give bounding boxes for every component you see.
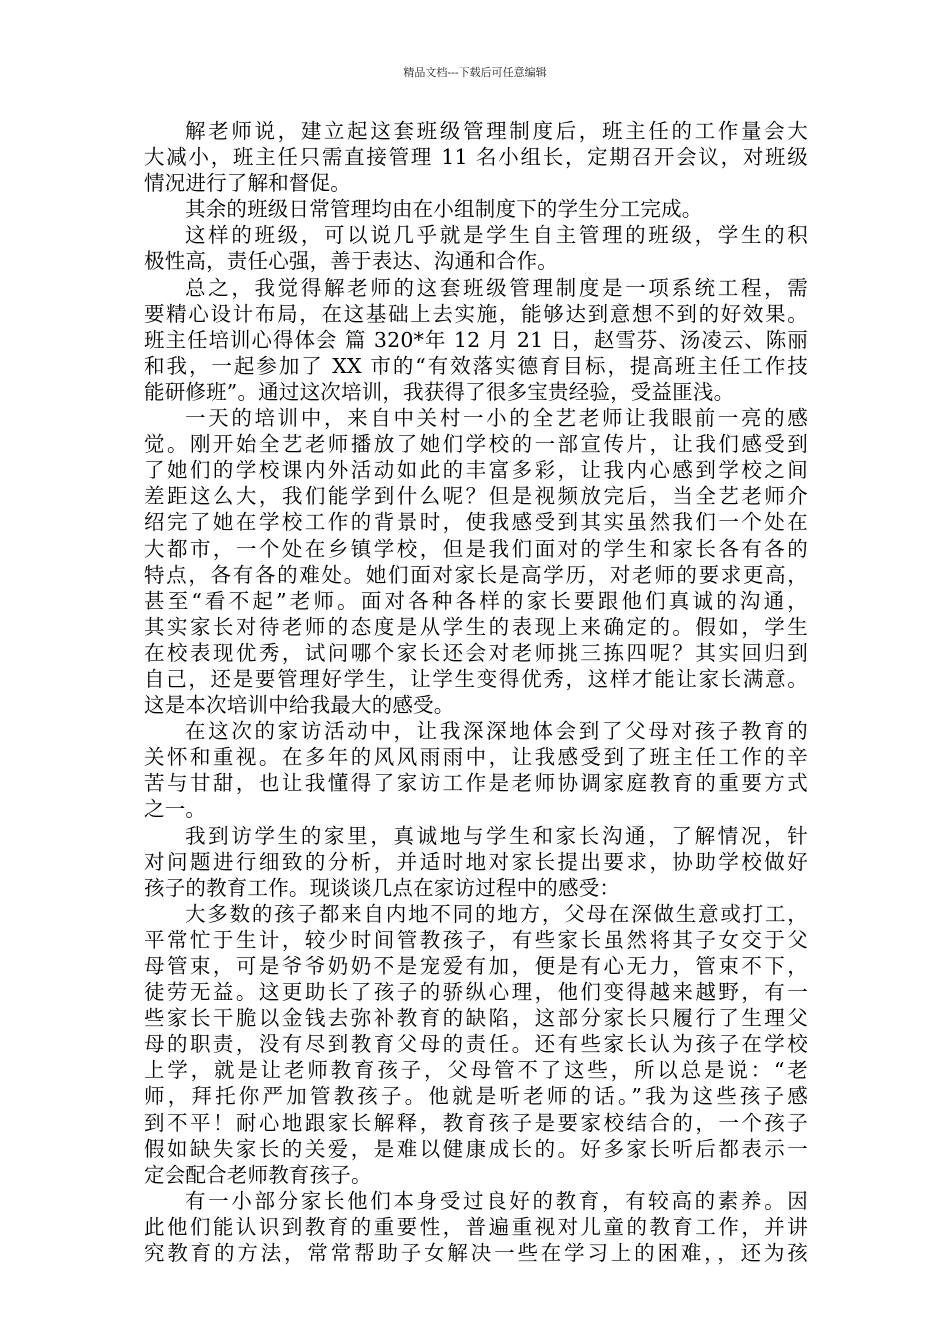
- text-line: 究教育的方法，常常帮助子女解决一些在学习上的困难，，还为孩: [144, 1241, 808, 1266]
- text-line: 之一。: [144, 797, 207, 822]
- text-line: 了她们的学校课内外活动如此的丰富多彩，让我内心感到学校之间: [144, 458, 808, 483]
- text-line: 师，拜托你严加管教孩子。他就是听老师的话。”我为这些孩子感: [144, 1084, 808, 1109]
- text-line: 些家长干脆以金钱去弥补教育的缺陷，这部分家长只履行了生理父: [144, 1006, 808, 1031]
- text-line: 自己，还是要管理好学生，让学生变得优秀，这样才能让家长满意。: [144, 666, 808, 691]
- text-line: 这是本次培训中给我最大的感受。: [144, 693, 455, 718]
- text-line: 此他们能认识到教育的重要性，普遍重视对儿童的教育工作，并讲: [144, 1214, 808, 1239]
- page-header: 精品文档---下载后可任意编辑: [403, 66, 547, 79]
- text-line: 差距这么大，我们能学到什么呢？但是视频放完后，当全艺老师介: [144, 484, 808, 509]
- document-body: [144, 118, 808, 1266]
- text-line: 有一小部分家长他们本身受过良好的教育，有较高的素养。因: [185, 1188, 808, 1213]
- text-line: 能研修班”。通过这次培训，我获得了很多宝贵经验，受益匪浅。: [144, 379, 735, 404]
- text-line: 在这次的家访活动中，让我深深地体会到了父母对孩子教育的: [185, 719, 808, 744]
- text-line: 总之，我觉得解老师的这套班级管理制度是一项系统工程，需: [185, 275, 808, 300]
- text-line: 情况进行了解和督促。: [144, 171, 351, 196]
- text-line: 苦与甘甜，也让我懂得了家访工作是老师协调家庭教育的重要方式: [144, 771, 808, 796]
- text-line: 在校表现优秀，试问哪个家长还会对老师挑三拣四呢？其实回归到: [144, 640, 808, 665]
- text-line: 大都市，一个处在乡镇学校，但是我们面对的学生和家长各有各的: [144, 536, 808, 561]
- text-line: 觉。刚开始全艺老师播放了她们学校的一部宣传片，让我们感受到: [144, 432, 808, 457]
- text-line: 要精心设计布局，在这基础上去实施，能够达到意想不到的好效果。: [144, 301, 808, 326]
- text-line: 假如缺失家长的关爱，是难以健康成长的。好多家长听后都表示一: [144, 1136, 808, 1161]
- text-line: 母管束，可是爷爷奶奶不是宠爱有加，便是有心无力，管束不下，: [144, 954, 808, 978]
- text-line: 关怀和重视。在多年的风风雨雨中，让我感受到了班主任工作的辛: [144, 745, 808, 770]
- text-line: 绍完了她在学校工作的背景时，使我感受到其实虽然我们一个处在: [144, 510, 808, 535]
- text-line: 到不平！耐心地跟家长解释，教育孩子是要家校结合的，一个孩子: [144, 1110, 808, 1135]
- text-line: 我到访学生的家里，真诚地与学生和家长沟通，了解情况，针: [185, 823, 808, 848]
- text-line: 其实家长对待老师的态度是从学生的表现上来确定的。假如，学生: [144, 614, 808, 639]
- text-line: 平常忙于生计，较少时间管教孩子，有些家长虽然将其子女交于父: [144, 927, 808, 952]
- text-line: 解老师说，建立起这套班级管理制度后，班主任的工作量会大: [185, 119, 808, 143]
- text-line: 定会配合老师教育孩子。: [144, 1162, 372, 1187]
- text-line: 母的职责，没有尽到教育父母的责任。还有些家长认为孩子在学校: [144, 1032, 808, 1057]
- text-line: 上学，就是让老师教育孩子，父母管不了这些，所以总是说：“老: [144, 1058, 808, 1083]
- text-line: 特点，各有各的难处。她们面对家长是高学历，对老师的要求更高，: [144, 562, 808, 587]
- text-line: 大减小，班主任只需直接管理 11 名小组长，定期召开会议，对班级: [144, 145, 808, 170]
- text-line: 对问题进行细致的分析，并适时地对家长提出要求，协助学校做好: [144, 849, 808, 874]
- text-line: 其余的班级日常管理均由在小组制度下的学生分工完成。: [185, 197, 703, 222]
- text-line: 和我，一起参加了 XX 市的“有效落实德育目标，提高班主任工作技: [144, 353, 808, 378]
- text-line: 甚至“看不起”老师。面对各种各样的家长要跟他们真诚的沟通，: [144, 588, 808, 613]
- text-line: 大多数的孩子都来自内地不同的地方，父母在深做生意或打工，: [185, 901, 808, 926]
- text-line: 一天的培训中，来自中关村一小的全艺老师让我眼前一亮的感: [185, 406, 808, 431]
- text-line: 极性高，责任心强，善于表达、沟通和合作。: [144, 249, 558, 274]
- text-line: 徒劳无益。这更助长了孩子的骄纵心理，他们变得越来越野，有一: [144, 980, 808, 1005]
- text-line: 孩子的教育工作。现谈谈几点在家访过程中的感受：: [144, 875, 621, 900]
- text-line: 这样的班级，可以说几乎就是学生自主管理的班级，学生的积: [185, 223, 808, 248]
- text-line: 班主任培训心得体会 篇 320*年 12 月 21 日，赵雪芬、汤凌云、陈丽: [144, 327, 808, 352]
